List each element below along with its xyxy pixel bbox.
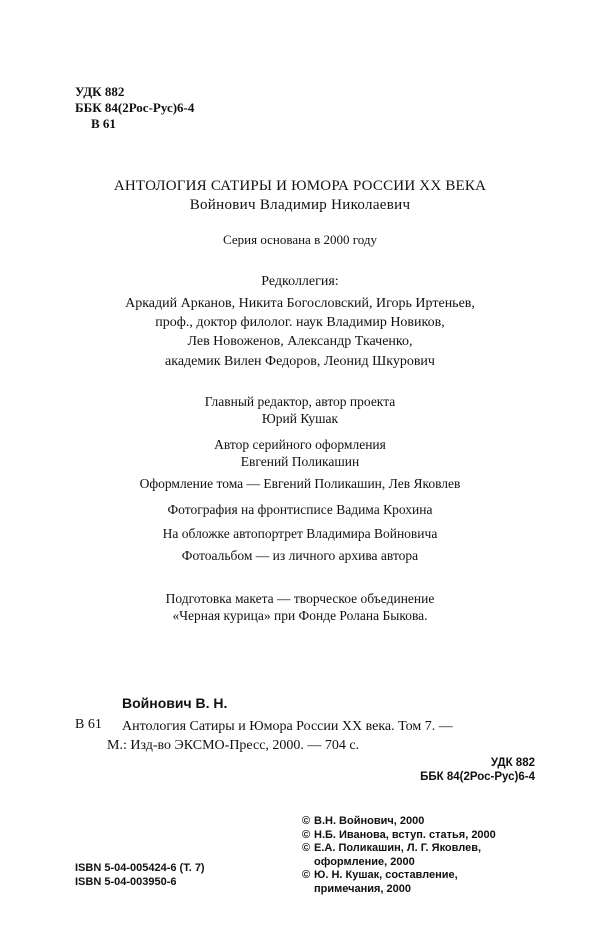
- board-line: Аркадий Арканов, Никита Богословский, Игорь Иртеньев,: [125, 296, 475, 311]
- layout-credit: [0, 590, 600, 624]
- udk-code: УДК 882: [75, 84, 125, 99]
- copyright-symbol: ©: [302, 828, 311, 841]
- series-title: АНТОЛОГИЯ САТИРЫ И ЮМОРА РОССИИ XX ВЕКА: [113, 178, 487, 194]
- copyright-line: © Е.А. Поликашин, Л. Г. Яковлев,: [302, 842, 482, 855]
- copyright-line: © Ю. Н. Кушак, составление,: [302, 869, 458, 882]
- isbn-block: [75, 862, 205, 889]
- chief-editor-role: Главный редактор, автор проекта: [204, 394, 396, 409]
- copyright-line-cont: примечания, 2000: [314, 882, 412, 895]
- editorial-board-list: [0, 294, 600, 371]
- copyright-symbol: ©: [302, 842, 311, 855]
- catalog-author: Войнович В. Н.: [122, 695, 228, 711]
- volume-design-credit: Оформление тома — Евгений Поликашин, Лев Яковлев: [139, 476, 461, 491]
- photo-album-credit: Фотоальбом — из личного архива автора: [181, 548, 419, 563]
- catalog-udk: УДК 882: [490, 757, 535, 769]
- layout-credit-line: Подготовка макета — творческое объединение: [165, 591, 435, 606]
- copyright-notices: [302, 815, 496, 897]
- series-design-role: Автор серийного оформления: [214, 437, 386, 452]
- bbk-code: ББК 84(2Рос-Рус)6-4: [75, 100, 195, 115]
- copyright-symbol: ©: [302, 815, 311, 827]
- board-line: академик Вилен Федоров, Леонид Шкурович: [165, 353, 435, 369]
- catalog-line: М.: Изд-во ЭКСМО-Пресс, 2000. — 704 с.: [107, 738, 360, 753]
- isbn-series: ISBN 5-04-003950-6: [75, 875, 177, 888]
- author-name: Войнович Владимир Николаевич: [189, 197, 411, 213]
- catalog-line: Антология Сатиры и Юмора России XX века. Том 7. —: [122, 719, 453, 734]
- copyright-line: © Н.Б. Иванова, вступ. статья, 2000: [302, 828, 496, 841]
- classification-codes: [75, 84, 194, 132]
- copyright-symbol: ©: [302, 869, 311, 882]
- layout-credit-line: «Черная курица» при Фонде Ролана Быкова.: [172, 608, 428, 623]
- series-note: Серия основана в 2000 году: [223, 232, 377, 247]
- board-line: Лев Новоженов, Александр Ткаченко,: [187, 334, 413, 350]
- chief-editor-credit: [0, 393, 600, 427]
- copyright-line: © В.Н. Войнович, 2000: [302, 815, 425, 827]
- catalog-code: В 61: [75, 717, 102, 732]
- isbn-volume: ISBN 5-04-005424-6 (Т. 7): [75, 862, 205, 874]
- catalog-description: [107, 717, 453, 755]
- editorial-board-label: Редколлегия:: [261, 274, 339, 289]
- board-line: проф., доктор филолог. наук Владимир Новиков,: [155, 315, 445, 331]
- frontispiece-credit: Фотография на фронтисписе Вадима Крохина: [167, 502, 433, 517]
- catalog-bbk: ББК 84(2Рос-Рус)6-4: [420, 771, 535, 783]
- author-index-code: В 61: [91, 116, 116, 131]
- catalog-codes: [415, 756, 535, 784]
- series-design-name: Евгений Поликашин: [240, 454, 360, 469]
- copyright-line-cont: оформление, 2000: [314, 855, 415, 868]
- series-design-credit: [0, 436, 600, 470]
- chief-editor-name: Юрий Кушак: [261, 411, 339, 426]
- cover-credit: На обложке автопортрет Владимира Войновича: [162, 526, 438, 541]
